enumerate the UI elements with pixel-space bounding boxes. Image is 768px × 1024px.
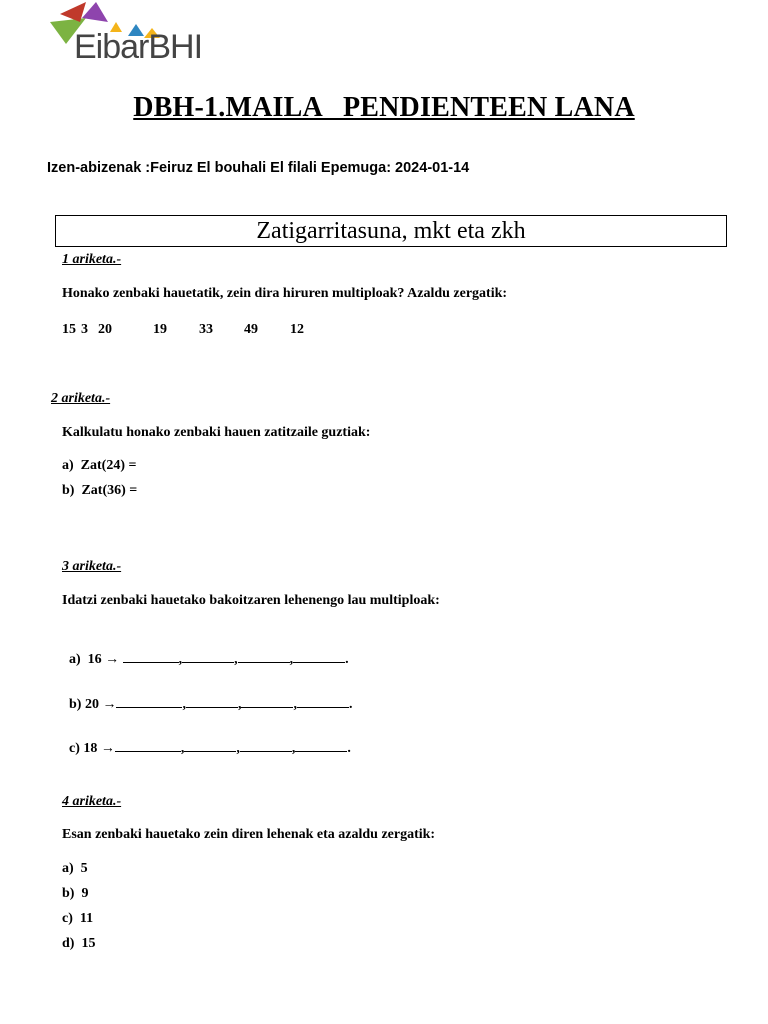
exercise-3-item-b: b) 20 → , , , . xyxy=(69,697,353,712)
answer-blank[interactable] xyxy=(123,650,179,663)
logo-purple-triangle xyxy=(82,2,108,22)
answer-blank[interactable] xyxy=(184,739,236,752)
number-item: 15 xyxy=(62,322,76,337)
topic-box xyxy=(55,215,727,247)
exercise-4-item-c: c) 11 xyxy=(62,911,94,926)
answer-blank[interactable] xyxy=(115,739,181,752)
topic-title: Zatigarritasuna, mkt eta zkh xyxy=(256,218,526,244)
answer-blank[interactable] xyxy=(293,650,345,663)
number-item: 33 xyxy=(199,322,213,337)
school-logo xyxy=(46,0,236,66)
logo-text: EibarBHI xyxy=(74,28,203,66)
number-item: 49 xyxy=(244,322,258,337)
number-item: 19 xyxy=(153,322,167,337)
exercise-3-item-a: a) 16 → , , , . xyxy=(69,652,349,667)
exercise-3-item-c: c) 18 → , , , . xyxy=(69,741,351,756)
number-item: 3 xyxy=(81,322,88,337)
student-info: Izen-abizenak :Feiruz El bouhali El filali Epemuga: 2024-01-14 xyxy=(47,160,470,176)
answer-blank[interactable] xyxy=(240,739,292,752)
exercise-1-prompt: Honako zenbaki hauetatik, zein dira hiruren multiploak? Azaldu zergatik: xyxy=(62,286,508,301)
exercise-2-prompt: Kalkulatu honako zenbaki hauen zatitzaile guztiak: xyxy=(62,425,371,440)
answer-blank[interactable] xyxy=(182,650,234,663)
answer-blank[interactable] xyxy=(241,695,293,708)
exercise-4-prompt: Esan zenbaki hauetako zein diren lehenak eta azaldu zergatik: xyxy=(62,827,436,842)
exercise-1-numbers xyxy=(62,322,362,342)
answer-blank[interactable] xyxy=(295,739,347,752)
exercise-3-prompt: Idatzi zenbaki hauetako bakoitzaren lehenengo lau multiploak: xyxy=(62,593,440,608)
exercise-3-title: 3 ariketa.- xyxy=(62,559,122,574)
number-item: 12 xyxy=(290,322,304,337)
exercise-4-title: 4 ariketa.- xyxy=(62,794,122,809)
item-label: a) 16 → xyxy=(69,652,123,667)
exercise-2-title: 2 ariketa.- xyxy=(51,391,111,406)
item-label: c) 18 → xyxy=(69,741,115,756)
page-title: DBH-1.MAILA PENDIENTEEN LANA xyxy=(133,92,635,123)
exercise-4-item-a: a) 5 xyxy=(62,861,88,876)
exercise-2-item-a: a) Zat(24) = xyxy=(62,458,137,473)
answer-blank[interactable] xyxy=(297,695,349,708)
exercise-1-title: 1 ariketa.- xyxy=(62,252,122,267)
number-item: 20 xyxy=(98,322,112,337)
answer-blank[interactable] xyxy=(116,695,182,708)
item-label: b) 20 → xyxy=(69,697,117,712)
exercise-4-item-b: b) 9 xyxy=(62,886,89,901)
exercise-4-item-d: d) 15 xyxy=(62,936,96,951)
answer-blank[interactable] xyxy=(238,650,290,663)
exercise-2-item-b: b) Zat(36) = xyxy=(62,483,138,498)
answer-blank[interactable] xyxy=(186,695,238,708)
